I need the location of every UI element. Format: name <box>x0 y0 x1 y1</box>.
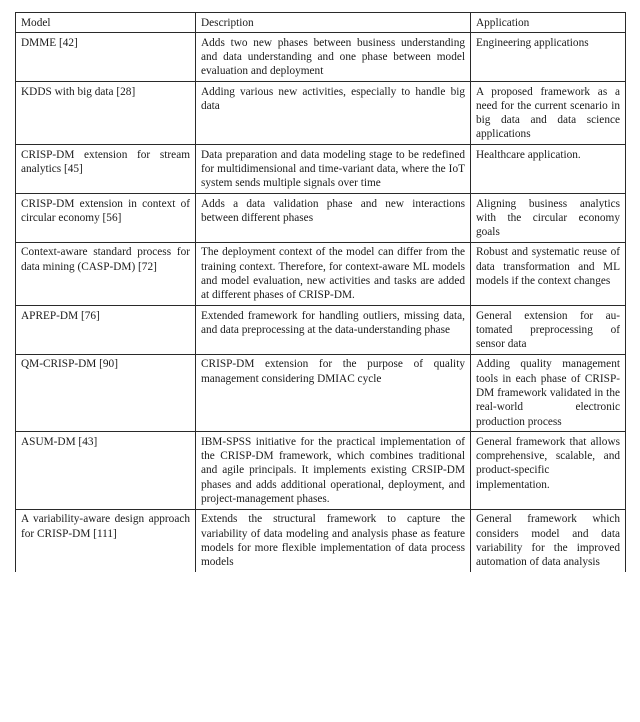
table-row <box>16 145 626 194</box>
cell-application: General extension for automated preprocessing of sensor data <box>471 306 626 355</box>
table-row <box>16 82 626 145</box>
table-row <box>16 509 626 572</box>
table-row <box>16 242 626 305</box>
table-body <box>16 13 626 572</box>
cell-application: Adding quality management tools in each phase of CRISP-DM framework validated in the real-world electronic production process <box>471 354 626 431</box>
table-header-row <box>16 13 626 33</box>
cell-application: General framework that allows comprehensive, scalable, and product-specific implementation. <box>471 432 626 509</box>
table-row <box>16 432 626 509</box>
column-header-application: Application <box>471 13 626 33</box>
cell-model: DMME [42] <box>16 33 196 82</box>
cell-application: Robust and systematic reuse of data transformation and ML models if the context changes <box>471 242 626 305</box>
column-header-description: Description <box>196 13 471 33</box>
cell-description: The deployment context of the model can differ from the training context. Therefore, for context-aware ML models and model evaluation, new activities and tasks are added at different phases of CRISP-DM. <box>196 242 471 305</box>
cell-application: A proposed framework as a need for the current scenario in big data and data science applications <box>471 82 626 145</box>
cell-description: CRISP-DM extension for the purpose of quality management considering DMIAC cycle <box>196 354 471 431</box>
cell-description: IBM-SPSS initiative for the practical implementation of the CRISP-DM framework, which combines traditional and agile principals. It implements existing CRSIP-DM phases and adds additional operational, deployment, and project-management phases. <box>196 432 471 509</box>
cell-description: Extends the structural framework to capture the variability of data modeling and analysis phase as feature models for more flexible implementation of data process models <box>196 509 471 572</box>
cell-model: A variability-aware design approach for CRISP-DM [111] <box>16 509 196 572</box>
table-row <box>16 33 626 82</box>
cell-description: Adding various new activities, especially to handle big data <box>196 82 471 145</box>
cell-description: Adds two new phases between business understanding and data understanding and one phase between model evaluation and deployment <box>196 33 471 82</box>
cell-application: Aligning business analytics with the circular economy goals <box>471 194 626 243</box>
cell-model: ASUM-DM [43] <box>16 432 196 509</box>
comparison-table <box>15 12 626 572</box>
cell-model: APREP-DM [76] <box>16 306 196 355</box>
table-row <box>16 354 626 431</box>
table-row <box>16 306 626 355</box>
cell-application: Healthcare application. <box>471 145 626 194</box>
cell-description: Extended framework for handling outliers, missing data, and data preprocessing at the data-understanding phase <box>196 306 471 355</box>
cell-model: CRISP-DM extension for stream analytics [45] <box>16 145 196 194</box>
table-container <box>15 12 625 572</box>
cell-application: Engineering applications <box>471 33 626 82</box>
cell-model: CRISP-DM extension in context of circular economy [56] <box>16 194 196 243</box>
column-header-model: Model <box>16 13 196 33</box>
cell-description: Data preparation and data modeling stage to be redefined for multidimensional and time-variant data, where the IoT system sends multiple signals over time <box>196 145 471 194</box>
cell-model: QM-CRISP-DM [90] <box>16 354 196 431</box>
cell-model: Context-aware standard process for data mining (CASP-DM) [72] <box>16 242 196 305</box>
cell-description: Adds a data validation phase and new interactions between different phases <box>196 194 471 243</box>
cell-application: General framework which considers model and data variability for the improved automation of data analysis <box>471 509 626 572</box>
table-row <box>16 194 626 243</box>
cell-model: KDDS with big data [28] <box>16 82 196 145</box>
